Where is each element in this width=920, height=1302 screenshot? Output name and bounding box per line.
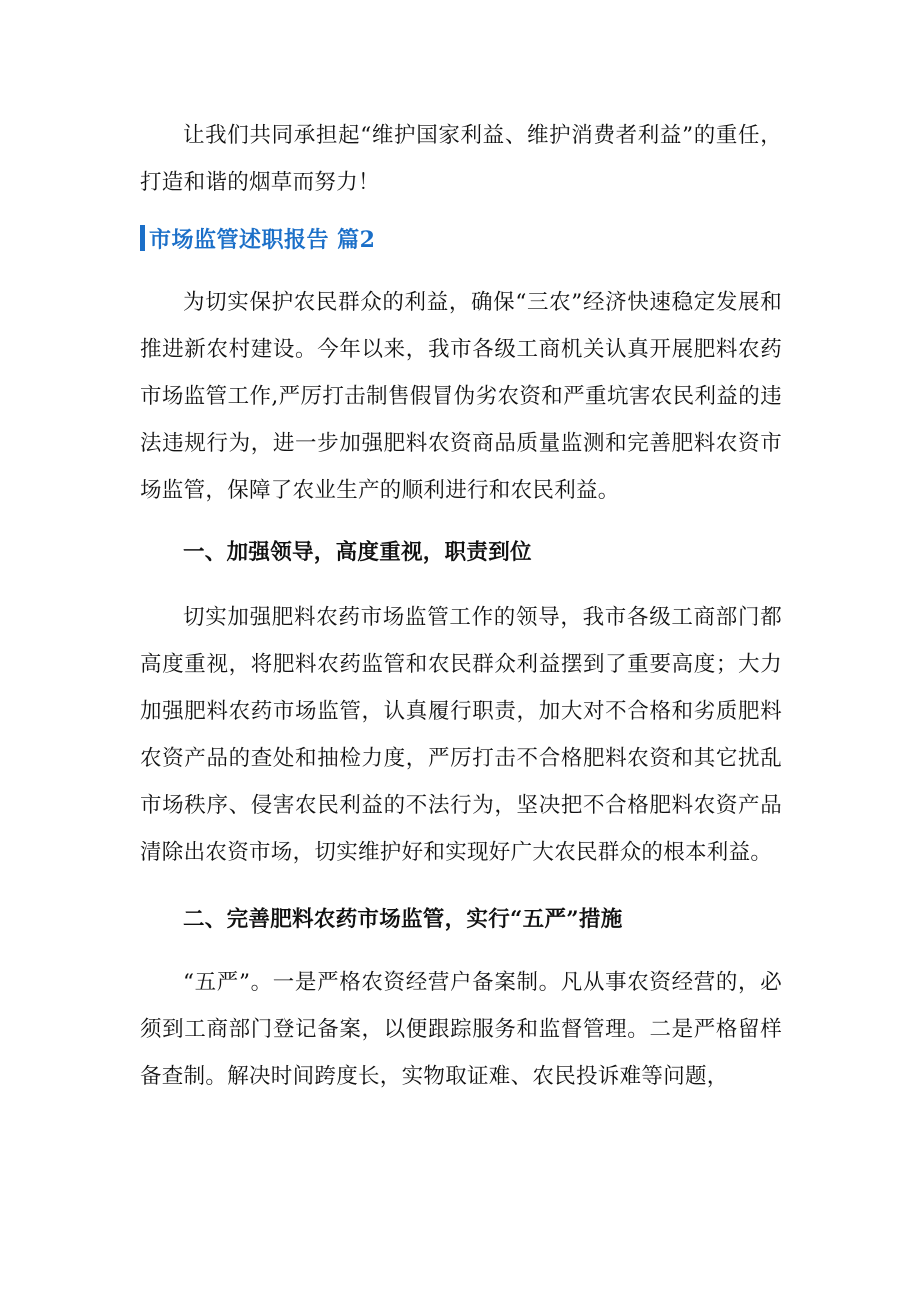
document-body xyxy=(140,112,782,1100)
heading-accent-bar xyxy=(140,225,145,251)
subheading-2: 二、完善肥料农药市场监管，实行“五严”措施 xyxy=(183,907,623,932)
section-title: 市场监管述职报告 篇2 xyxy=(149,226,376,253)
section-heading xyxy=(140,216,782,260)
body-paragraph-3: “五严”。一是严格农资经营户备案制。凡从事农资经营的，必须到工商部门登记备案，以便跟踪服务和监督管理。二是严格留样备查制。解决时间跨度长，实物取证难、农民投诉难等问题， xyxy=(140,970,782,1089)
body-paragraph-1: 为切实保护农民群众的利益，确保“三农”经济快速稳定发展和推进新农村建设。今年以来，我市各级工商机关认真开展肥料农药市场监管工作,严厉打击制售假冒伪劣农资和严重坑害农民利益的违法违规行为，进一步加强肥料农资商品质量监测和完善肥料农资市场监管，保障了农业生产的顺利进行和农民利益。 xyxy=(140,290,782,503)
subheading-1: 一、加强领导，高度重视，职责到位 xyxy=(183,540,532,565)
body-paragraph-2: 切实加强肥料农药市场监管工作的领导，我市各级工商部门都高度重视，将肥料农药监管和农民群众利益摆到了重要高度；大力加强肥料农药市场监管，认真履行职责，加大对不合格和劣质肥料农资产品的查处和抽检力度，严厉打击不合格肥料农资和其它扰乱市场秩序、侵害农民利益的不法行为，坚决把不合格肥料农资产品清除出农资市场，切实维护好和实现好广大农民群众的根本利益。 xyxy=(140,605,782,865)
intro-paragraph: 让我们共同承担起“维护国家利益、维护消费者利益”的重任，打造和谐的烟草而努力！ xyxy=(140,123,782,195)
